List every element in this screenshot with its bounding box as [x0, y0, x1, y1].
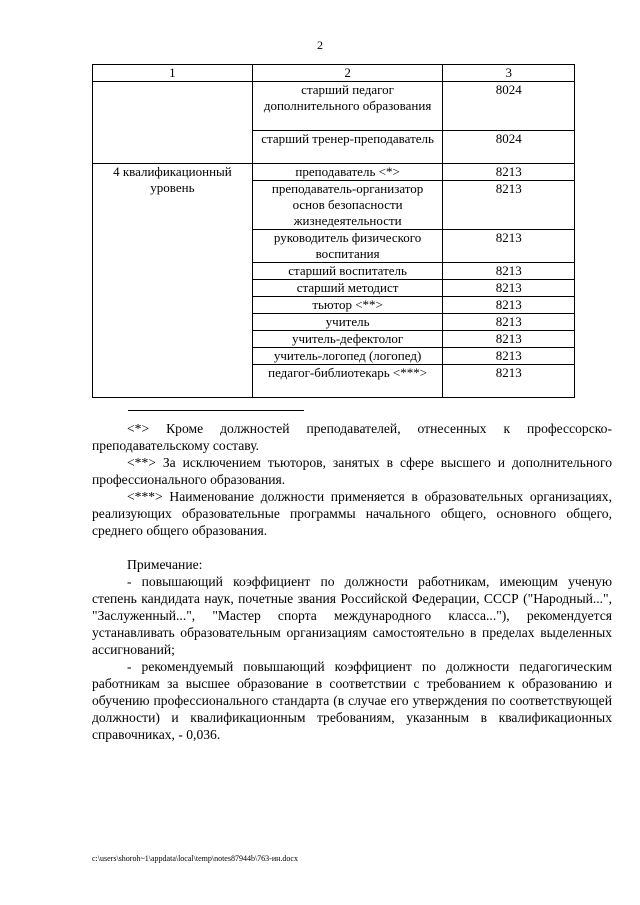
footnote: <***> Наименование должности применяется в образовательных организациях, реализующих образовательные программы начального общего, основного общего, среднего общего образования. [92, 489, 612, 538]
position-cell: старший тренер-преподаватель [252, 131, 443, 164]
level-4-label: 4 квалификационный уровень [93, 164, 253, 398]
page-number: 2 [317, 38, 323, 52]
header-col-3: 3 [443, 65, 575, 82]
header-col-1: 1 [93, 65, 253, 82]
table-row [93, 164, 575, 181]
code-cell: 8213 [443, 164, 575, 181]
table-row [93, 82, 575, 131]
note-title: Примечание: [127, 557, 203, 572]
position-cell: старший педагог дополнительного образования [252, 82, 443, 131]
note-item: - повышающий коэффициент по должности работникам, имеющим ученую степень кандидата наук, почетные звания Российской Федерации, СССР ("Народный...", "Заслуженный...", "Мастер спорта международного класса..."), рекомендуется устанавливать образовательным организациям самостоятельно в пределах выделенных ассигнований; [92, 574, 612, 657]
positions-table [92, 64, 575, 398]
position-cell: тьютор <**> [252, 297, 443, 314]
header-col-2: 2 [252, 65, 443, 82]
level-3-cell [93, 82, 253, 164]
position-cell: учитель [252, 314, 443, 331]
code-cell: 8213 [443, 263, 575, 280]
note-item: - рекомендуемый повышающий коэффициент по должности педагогическим работникам за высшее образование в соответствии с требованием к образованию и обучению профессионального стандарта (в случае его утверждения по соответствующей должности) и квалификационным требованиям, указанным в квалификационных справочниках, - 0,036. [92, 659, 612, 742]
footnote: <*> Кроме должностей преподавателей, отнесенных к профессорско-преподавательскому составу. [92, 421, 612, 453]
footnote: <**> За исключением тьюторов, занятых в сфере высшего и дополнительного профессионального образования. [92, 455, 612, 487]
position-cell: преподаватель-организатор основ безопасности жизнедеятельности [252, 181, 443, 230]
code-cell: 8213 [443, 365, 575, 398]
code-cell: 8213 [443, 314, 575, 331]
position-cell: преподаватель <*> [252, 164, 443, 181]
footnote-divider [128, 410, 304, 411]
code-cell: 8213 [443, 297, 575, 314]
code-cell: 8213 [443, 230, 575, 263]
code-cell: 8024 [443, 82, 575, 131]
code-cell: 8024 [443, 131, 575, 164]
code-cell: 8213 [443, 181, 575, 230]
code-cell: 8213 [443, 331, 575, 348]
position-cell: руководитель физического воспитания [252, 230, 443, 263]
position-cell: педагог-библиотекарь <***> [252, 365, 443, 398]
notes-section [92, 420, 612, 743]
position-cell: старший воспитатель [252, 263, 443, 280]
position-cell: учитель-логопед (логопед) [252, 348, 443, 365]
table-header-row [93, 65, 575, 82]
file-path: c:\users\shoroh~1\appdata\local\temp\notes87944b\763-ин.docx [92, 854, 298, 863]
code-cell: 8213 [443, 280, 575, 297]
position-cell: учитель-дефектолог [252, 331, 443, 348]
position-cell: старший методист [252, 280, 443, 297]
code-cell: 8213 [443, 348, 575, 365]
